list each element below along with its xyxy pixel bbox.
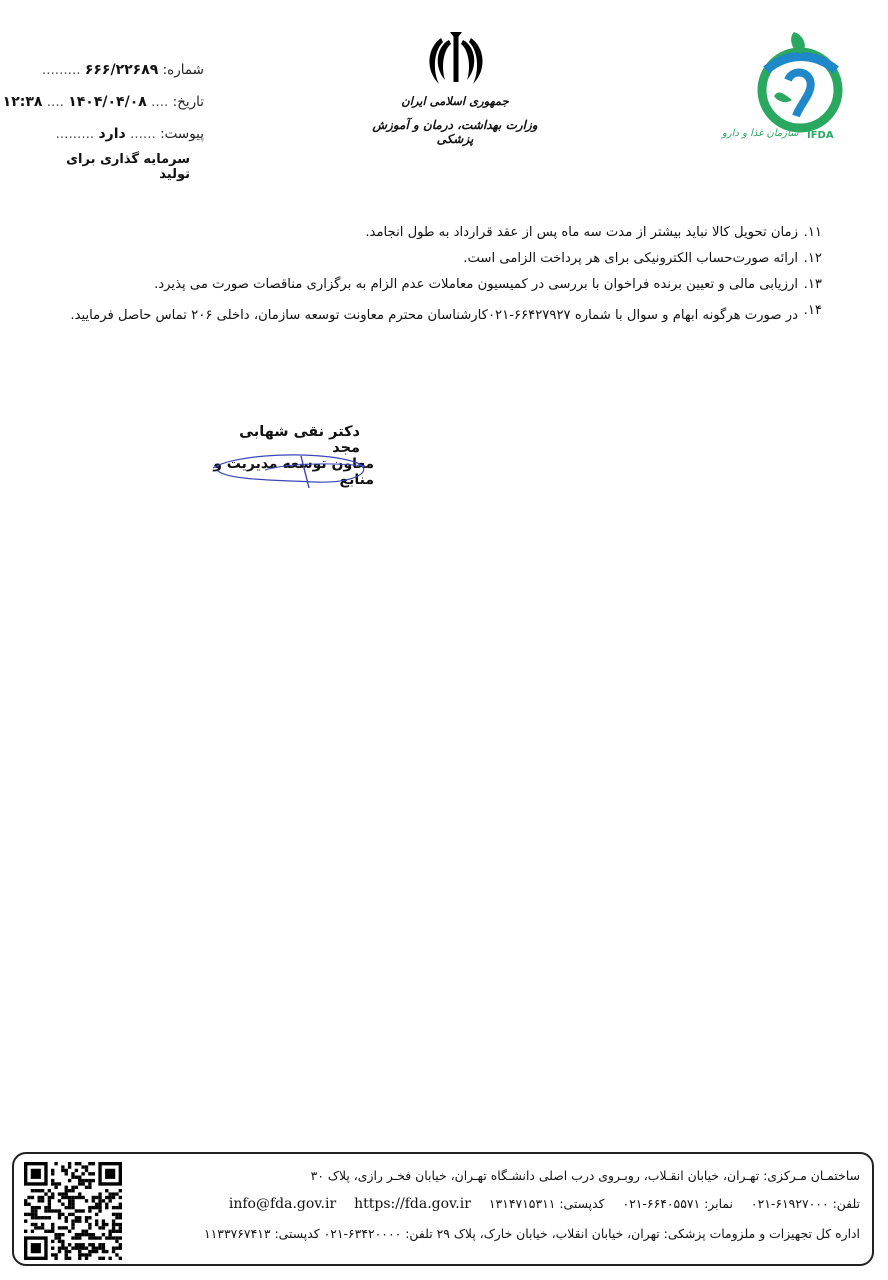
item-text: زمان تحویل کالا نباید بیشتر از مدت سه ماه پس از عقد قرارداد به طول انجامد. xyxy=(365,225,798,240)
iran-emblem-icon xyxy=(423,30,489,90)
item-number: ۱۴. xyxy=(803,303,822,319)
item-number: ۱۳. xyxy=(803,277,822,293)
attachment-row: پیوست: ...... دارد ......... xyxy=(55,126,204,142)
item-text: ارائه صورت‌حساب الکترونیکی برای هر پرداخت الزامی است. xyxy=(463,251,798,267)
list-item xyxy=(62,302,822,329)
letter-number-label: شماره: xyxy=(162,62,204,78)
letter-date-row: تاریخ: .... ۱۴۰۴/۰۴/۰۸ .... ۱۲:۳۸ xyxy=(2,94,204,110)
signatory-name: دکتر نقی شهابی مجد xyxy=(239,424,360,456)
item-number: ۱۲. xyxy=(803,251,822,267)
item-number: ۱۱. xyxy=(803,225,822,240)
qr-code-icon xyxy=(24,1162,122,1260)
list-item xyxy=(62,250,822,267)
footer-postcode: کدپستی: ۱۳۱۴۷۱۵۳۱۱ xyxy=(488,1196,605,1211)
letter-number-row: شماره: ۶۶۶/۲۲۶۸۹ ......... xyxy=(41,62,204,78)
footer-contacts xyxy=(229,1196,860,1212)
footer-address: ساختمـان مـرکزی: تهـران، خیابان انقـلاب، روبـروی درب اصلی دانشـگاه تهـران، خیابان فخـر رازی، پلاک ۳۰ xyxy=(310,1168,860,1183)
letter-date-label: تاریخ: xyxy=(172,94,204,110)
footer-fax: نمابر: ۶۶۴۰۵۵۷۱-۰۲۱ xyxy=(622,1196,733,1211)
ifda-name-fa: سازمان غذا و دارو xyxy=(722,128,799,139)
attachment-label: پیوست: xyxy=(160,126,204,142)
footer-website-link[interactable]: https://fda.gov.ir xyxy=(354,1196,471,1212)
attachment-value: دارد xyxy=(98,126,126,142)
letter-subject: سرمایه گذاری برای تولید xyxy=(66,152,190,182)
letter-number-value: ۶۶۶/۲۲۶۸۹ xyxy=(84,62,159,78)
letter-time-value: ۱۲:۳۸ xyxy=(2,94,43,110)
list-item xyxy=(62,276,822,293)
footer-contact-box xyxy=(12,1152,874,1266)
handwritten-signature xyxy=(205,440,385,490)
ifda-logo-icon xyxy=(748,30,854,140)
list-item xyxy=(62,224,822,241)
item-text: ارزیابی مالی و تعیین برنده فراخوان با بررسی در کمیسیون معاملات عدم الزام به برگزاری مناقصات صورت می پذیرد. xyxy=(154,277,798,293)
item-text: در صورت هرگونه ابهام و سوال با شماره ۶۶۴۲۷۹۲۷-۰۲۱کارشناسان محترم معاونت توسعه سازمان، داخلی ۲۰۶ تماس حاصل فرمایید. xyxy=(70,308,798,324)
ifda-name-en: IFDA xyxy=(807,130,834,141)
signatory-title: معاون توسعه مدیریت و منابع xyxy=(213,456,374,488)
footer-phone: تلفن: ۶۱۹۲۷۰۰۰-۰۲۱ xyxy=(750,1196,860,1211)
footer-branch-address: اداره کل تجهیزات و ملزومات پزشکی: تهران، خیابان انقلاب، خیابان خارک، پلاک ۲۹ تلفن: ۶۳۴۲۰۰۰۰-۰۲۱ کدپستی: ۱۱۳۳۷۶۷۴۱۳ xyxy=(203,1226,860,1241)
conditions-list xyxy=(62,224,822,339)
letter-date-value: ۱۴۰۴/۰۴/۰۸ xyxy=(68,94,147,110)
emblem-caption-line2: وزارت بهداشت، درمان و آموزش پزشکی xyxy=(372,118,538,146)
emblem-caption-line1: جمهوری اسلامی ایران xyxy=(401,94,509,108)
footer-email-link[interactable]: info@fda.gov.ir xyxy=(228,1196,337,1212)
